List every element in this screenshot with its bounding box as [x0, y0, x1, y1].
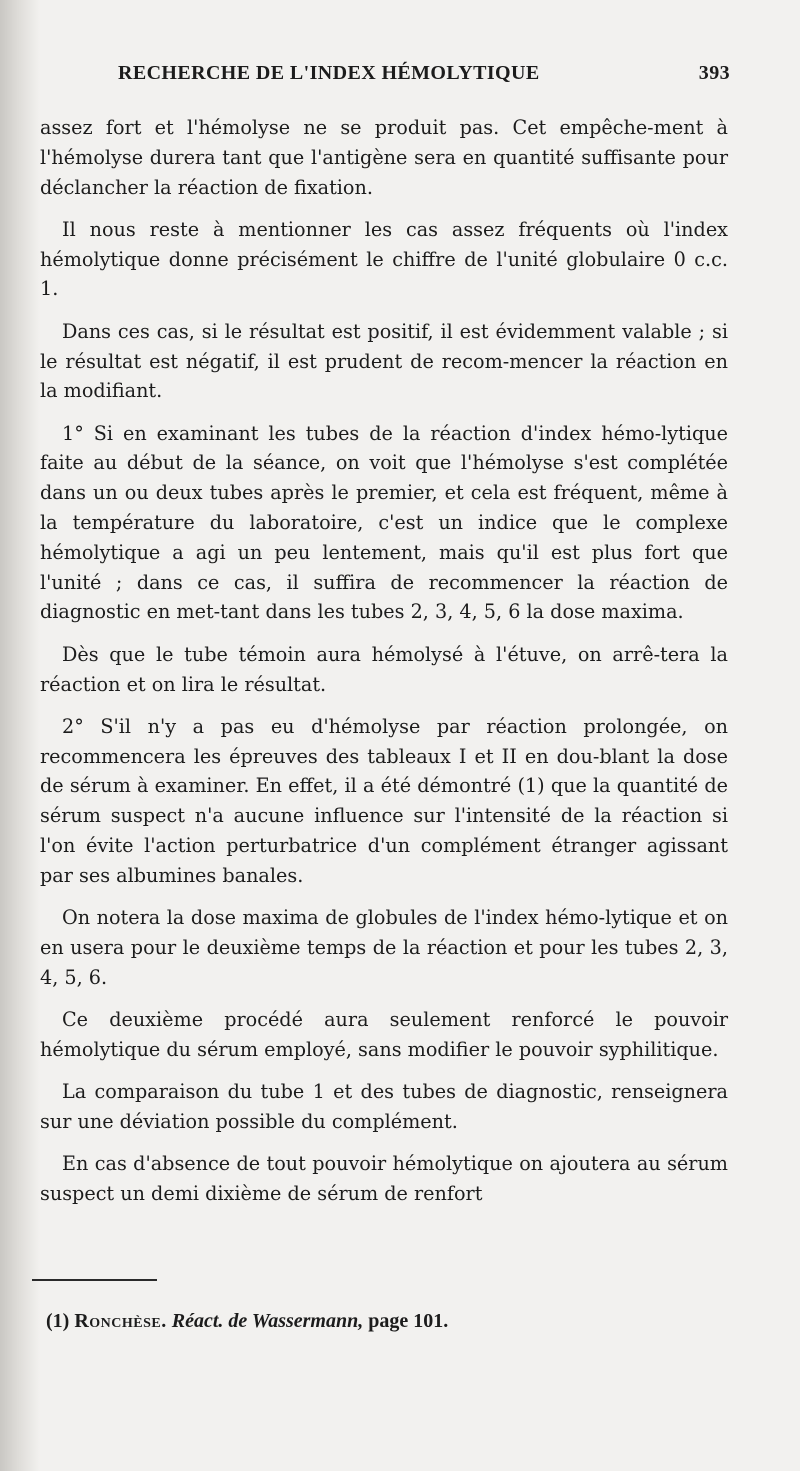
paragraph: 2° S'il n'y a pas eu d'hémolyse par réaction prolongée, on recommencera les épreuves des tableaux I et II en dou-blant la dose de sérum à examiner. En effet, il a été démontré (1) que la quantité de sérum suspect n'a aucune influence sur l'intensité de la réaction si l'on évite l'action perturbatrice d'un complément étranger agissant par ses albumines banales. [40, 714, 728, 887]
page-number: 393 [698, 62, 730, 84]
footnote-rule [32, 1279, 157, 1281]
paragraph: Dans ces cas, si le résultat est positif, il est évidemment valable ; si le résultat est négatif, il est prudent de recom-mencer la réaction en la modifiant. [40, 319, 728, 403]
running-title: RECHERCHE DE L'INDEX HÉMOLYTIQUE [118, 62, 540, 84]
paragraph: On notera la dose maxima de globules de l'index hémo-lytique et on en usera pour le deuxième temps de la réaction et pour les tubes 2, 3, 4, 5, 6. [40, 906, 728, 989]
page-header [118, 62, 730, 92]
footnote-page: page 101. [368, 1310, 449, 1332]
paragraph-continued: assez fort et l'hémolyse ne se produit pas. Cet empêche-ment à l'hémolyse durera tant que l'antigène sera en quantité suffisante pour déclancher la réaction de fixation. [40, 116, 728, 199]
paragraph: La comparaison du tube 1 et des tubes de diagnostic, renseignera sur une déviation possible du complément. [40, 1080, 728, 1133]
paragraph: En cas d'absence de tout pouvoir hémolytique on ajoutera au sérum suspect un demi dixième de sérum de renfort [40, 1152, 728, 1205]
footnote-title: Réact. de Wassermann, [171, 1310, 364, 1332]
body-text [40, 113, 728, 1221]
paragraph: Dès que le tube témoin aura hémolysé à l'étuve, on arrê-tera la réaction et on lira le résultat. [40, 642, 728, 696]
paragraph: Ce deuxième procédé aura seulement renforcé le pouvoir hémolytique du sérum employé, sans modifier le pouvoir syphilitique. [40, 1008, 728, 1061]
paragraph: Il nous reste à mentionner les cas assez fréquents où l'index hémolytique donne précisément le chiffre de l'unité globulaire 0 c.c. 1. [40, 217, 728, 301]
paragraph: 1° Si en examinant les tubes de la réaction d'index hémo-lytique faite au début de la séance, on voit que l'hémolyse s'est complétée dans un ou deux tubes après le premier, et cela est fréquent, même à la température du laboratoire, c'est un indice que le complexe hémolytique a agi un peu lentement, mais qu'il est plus fort que l'unité ; dans ce cas, il suffira de recommencer la réaction de diagnostic en met-tant dans les tubes 2, 3, 4, 5, 6 la dose maxima. [40, 421, 728, 624]
footnote-author: Ronchèse. [74, 1310, 167, 1332]
footnote-marker: (1) [46, 1310, 70, 1332]
footnote [46, 1310, 726, 1333]
